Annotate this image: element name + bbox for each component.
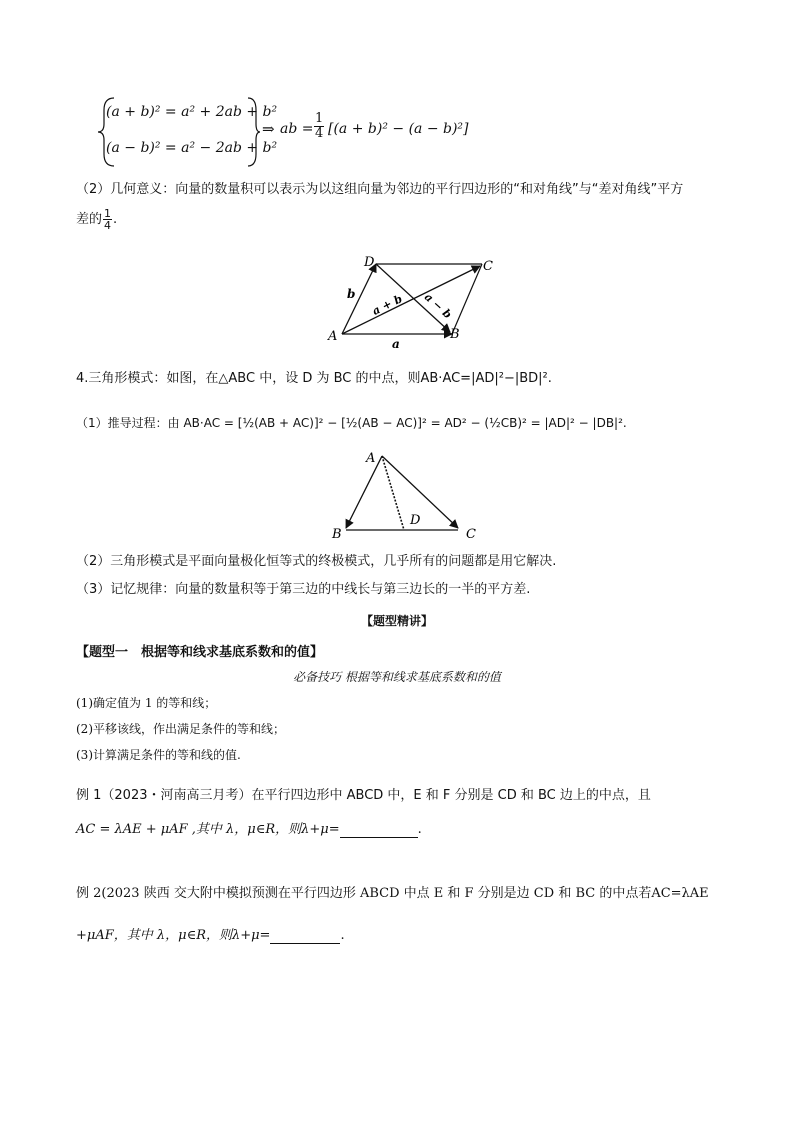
example1-line-1: 例 1（2023・河南高三月考）在平行四边形中 ABCD 中，E 和 F 分别是 CD 和 BC 边上的中点，且 (76, 788, 651, 803)
tri-label-A: A (366, 451, 376, 466)
label-a: a (392, 337, 400, 351)
rhs-fraction: $\frac{1}{4}$ (315, 111, 324, 141)
implies-symbol: ⇒ (262, 120, 275, 138)
skill-step-1: (1)确定值为 1 的等和线； (76, 696, 217, 710)
triangle-mode-point-2: （2）三角形模式是平面向量极化恒等式的终极模式，几乎所有的问题都是用它解决. (76, 554, 557, 569)
skill-title: 必备技巧 根据等和线求基底系数和的值 (293, 670, 501, 684)
type1-title: 【题型一 根据等和线求基底系数和的值】 (76, 645, 324, 660)
label-b: b (347, 287, 356, 301)
section-title: 【题型精讲】 (360, 614, 433, 628)
tri-label-B: B (332, 527, 342, 542)
triangle-mode-heading: 4.三角形模式：如图，在△ABC 中，设 D 为 BC 的中点，则AB·AC=|AD|²−|BD|². (76, 371, 552, 386)
formula-line-1: (a + b)² = a² + 2ab + b² (106, 104, 278, 120)
tri-label-C: C (466, 527, 476, 542)
example2-line-2: +μAF，其中 λ，μ∈R，则λ+μ= . (76, 928, 345, 943)
parallelogram-diagram (320, 252, 510, 352)
right-brace-icon (246, 96, 260, 168)
label-A: A (328, 329, 338, 344)
answer-blank-1[interactable] (340, 822, 418, 838)
label-sum: a + b (370, 292, 405, 318)
side-bc (452, 264, 482, 334)
label-B: B (450, 327, 460, 342)
geometry-meaning-line-1: （2）几何意义：向量的数量积可以表示为以这组向量为邻边的平行四边形的“和对角线”与“差对角线”平方 (76, 182, 684, 197)
tri-label-D: D (410, 513, 421, 528)
label-diff: a − b (421, 290, 455, 322)
rhs-bracket: [(a + b)² − (a − b)²] (328, 121, 469, 137)
vector-sum-arrow (342, 266, 480, 334)
example1-line-2: AC = λAE + μAF ,其中 λ，μ∈R，则λ+μ= . (76, 822, 422, 837)
example2-line-1: 例 2(2023 陕西 交大附中模拟预测在平行四边形 ABCD 中点 E 和 F 分别是边 CD 和 BC 的中点若AC=λAE (76, 886, 709, 901)
label-C: C (483, 259, 493, 274)
answer-blank-2[interactable] (270, 928, 340, 944)
label-D: D (364, 255, 375, 270)
rhs-prefix: ab = (280, 121, 314, 137)
triangle-diagram (326, 446, 486, 546)
skill-step-2: (2)平移该线，作出满足条件的等和线； (76, 722, 285, 736)
formula-line-2: (a − b)² = a² − 2ab + b² (106, 140, 278, 156)
geometry-meaning-line-2: 差的 $\frac{1}{4}$ . (76, 207, 118, 232)
triangle-mode-derivation: （1）推导过程：由 AB·AC = [½(AB + AC)]² − [½(AB − AC)]² = AD² − (½CB)² = |AD|² − |DB|². (76, 416, 627, 430)
skill-step-3: (3)计算满足条件的等和线的值. (76, 748, 241, 762)
vector-ab-arrow (346, 456, 382, 528)
triangle-mode-point-3: （3）记忆规律：向量的数量积等于第三边的中线长与第三边长的一半的平方差. (76, 582, 531, 597)
